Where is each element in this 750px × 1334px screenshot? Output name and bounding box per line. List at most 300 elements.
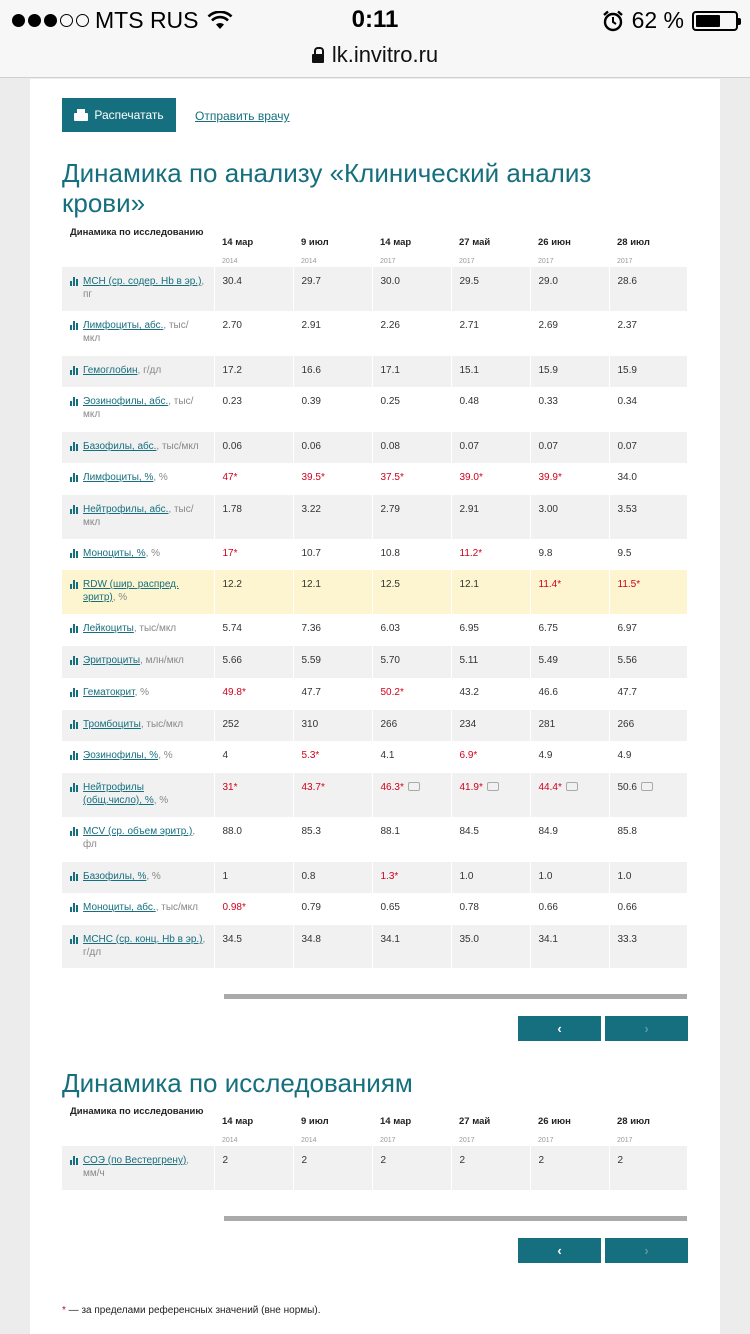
- value: 4.1: [380, 750, 395, 761]
- value-cell: [372, 539, 451, 570]
- value-cell: [451, 741, 530, 773]
- value-cell: [530, 925, 609, 968]
- table-row: [62, 925, 687, 968]
- value: 35.0: [459, 934, 479, 945]
- value-cell: [293, 817, 372, 862]
- value-cell: [372, 356, 451, 387]
- footnote-text: — за пределами референсных значений (вне нормы).: [65, 1305, 321, 1316]
- table-row: [62, 495, 687, 539]
- value: 34.1: [380, 934, 400, 945]
- value: 1: [222, 871, 229, 882]
- table-row: [62, 463, 687, 495]
- analyte-unit: , млн/мкл: [140, 655, 184, 666]
- value-cell: [609, 893, 687, 925]
- value: 2.91: [301, 320, 321, 331]
- value-cell: [530, 1146, 609, 1190]
- next-page-button[interactable]: ›: [605, 1016, 688, 1041]
- value: 17.1: [380, 365, 400, 376]
- value: 0.79: [301, 902, 321, 913]
- table-row: [62, 678, 687, 710]
- chart-icon[interactable]: [70, 903, 79, 912]
- value-cell: [214, 893, 293, 925]
- row-name-cell: [62, 925, 214, 968]
- table-row: [62, 311, 687, 356]
- analyte-link[interactable]: Эозинофилы, %: [83, 750, 159, 761]
- value: 6.97: [617, 623, 637, 634]
- value-cell: [451, 817, 530, 862]
- carrier-name: MTS RUS: [95, 7, 199, 33]
- value-out-of-range: 44.4*: [538, 782, 562, 793]
- value-cell: [293, 539, 372, 570]
- row-name-cell: [62, 387, 214, 432]
- analyte-link[interactable]: Эозинофилы, абс.: [83, 396, 169, 407]
- send-to-doctor-link[interactable]: Отправить врачу: [195, 109, 290, 123]
- value-out-of-range: 41.9*: [459, 782, 483, 793]
- value: 15.9: [617, 365, 637, 376]
- value-cell: [530, 356, 609, 387]
- print-button[interactable]: [62, 98, 176, 132]
- year-label: 2017: [380, 258, 396, 265]
- chart-icon[interactable]: [70, 751, 79, 760]
- value: 4.9: [538, 750, 553, 761]
- value-cell: [214, 925, 293, 968]
- value: 1.78: [222, 504, 242, 515]
- value-cell: [372, 432, 451, 463]
- analyte-link[interactable]: Моноциты, абс.: [83, 902, 156, 913]
- analyte-unit: , тыс/мкл: [156, 441, 199, 452]
- value-cell: [609, 432, 687, 463]
- table-row: [62, 267, 687, 311]
- chart-icon[interactable]: [70, 935, 79, 944]
- value-cell: [609, 710, 687, 741]
- value: 34.8: [301, 934, 321, 945]
- year-label: 2017: [459, 1137, 475, 1144]
- value-cell: [530, 741, 609, 773]
- value: 85.8: [617, 826, 637, 837]
- comment-icon[interactable]: [641, 782, 653, 791]
- section-title-analysis: Динамика по анализу «Клинический анализ крови»: [62, 158, 592, 218]
- date-column-header: [451, 1106, 530, 1146]
- value: 252: [222, 719, 240, 730]
- value: 16.6: [301, 365, 321, 376]
- year-label: 2017: [538, 258, 554, 265]
- value-cell: [214, 1146, 293, 1190]
- date-label: 14 мар: [222, 237, 254, 248]
- chart-icon[interactable]: [70, 549, 79, 558]
- value-cell: [293, 773, 372, 817]
- value: 234: [459, 719, 477, 730]
- prev-page-button[interactable]: ‹: [518, 1016, 601, 1041]
- value: 0.07: [617, 441, 637, 452]
- analyte-unit: , фл: [83, 826, 196, 850]
- value-cell: [372, 678, 451, 710]
- value-cell: [214, 495, 293, 539]
- analyte-unit: , %: [112, 592, 128, 603]
- value: 84.9: [538, 826, 558, 837]
- value-cell: [530, 893, 609, 925]
- table-row: [62, 893, 687, 925]
- analyte-link[interactable]: Гематокрит: [83, 687, 135, 698]
- value-cell: [372, 614, 451, 646]
- chart-icon[interactable]: [70, 580, 79, 589]
- value-out-of-range: 11.5*: [617, 579, 641, 590]
- value-cell: [372, 646, 451, 678]
- analyte-link[interactable]: СОЭ (по Вестергрену): [83, 1155, 187, 1166]
- horizontal-scrollbar-2[interactable]: [224, 1216, 687, 1221]
- row-name-cell: [62, 678, 214, 710]
- value-cell: [609, 773, 687, 817]
- value: 3.53: [617, 504, 637, 515]
- value-cell: [530, 387, 609, 432]
- chart-icon[interactable]: [70, 366, 79, 375]
- row-name-cell: [62, 495, 214, 539]
- row-name-cell: [62, 893, 214, 925]
- value: 34.1: [538, 934, 558, 945]
- value-out-of-range: 5.3*: [301, 750, 320, 761]
- header-label: Динамика по исследованию: [70, 1106, 204, 1117]
- value-cell: [530, 678, 609, 710]
- footnote-star: *: [62, 1305, 66, 1316]
- value-cell: [372, 463, 451, 495]
- value: 12.5: [380, 579, 400, 590]
- date-label: 14 мар: [380, 237, 412, 248]
- clock: 0:11: [351, 6, 399, 33]
- date-column-header: [293, 1106, 372, 1146]
- value-cell: [451, 614, 530, 646]
- value: 2.79: [380, 504, 400, 515]
- date-column-header: [214, 1106, 293, 1146]
- value: 0.78: [459, 902, 479, 913]
- row-name-cell: [62, 356, 214, 387]
- horizontal-scrollbar[interactable]: [224, 994, 687, 999]
- analyte-link[interactable]: Базофилы, абс.: [83, 441, 157, 452]
- value-cell: [214, 678, 293, 710]
- comment-icon[interactable]: [487, 782, 499, 791]
- date-column-header: [530, 227, 609, 267]
- header-label: Динамика по исследованию: [70, 227, 204, 238]
- value-cell: [214, 311, 293, 356]
- value-out-of-range: 46.3*: [380, 782, 404, 793]
- chart-icon[interactable]: [70, 624, 79, 633]
- value: 17.2: [222, 365, 242, 376]
- value: 2.69: [538, 320, 558, 331]
- value-cell: [214, 646, 293, 678]
- value-cell: [609, 741, 687, 773]
- value-cell: [451, 387, 530, 432]
- value: 0.25: [380, 396, 400, 407]
- table-row: [62, 862, 687, 893]
- analyte-unit: , тыс/мкл: [133, 623, 177, 634]
- value-cell: [609, 678, 687, 710]
- value-cell: [451, 678, 530, 710]
- value: 9.5: [617, 548, 632, 559]
- value: 1.0: [617, 871, 632, 882]
- year-label: 2014: [222, 258, 238, 265]
- prev-page-button-2[interactable]: ‹: [518, 1238, 601, 1263]
- analyte-link[interactable]: Лимфоциты, абс.: [83, 320, 164, 331]
- table-row: [62, 614, 687, 646]
- value-cell: [372, 1146, 451, 1190]
- analyte-unit: , тыс/мкл: [83, 396, 194, 420]
- value-cell: [293, 495, 372, 539]
- row-name-cell: [62, 463, 214, 495]
- value: 5.49: [538, 655, 558, 666]
- value-cell: [609, 925, 687, 968]
- value-cell: [609, 1146, 687, 1190]
- value-cell: [372, 893, 451, 925]
- value-cell: [451, 311, 530, 356]
- analyte-unit: , %: [158, 750, 173, 761]
- value-out-of-range: 31*: [222, 782, 238, 793]
- row-name-cell: [62, 817, 214, 862]
- analyte-link[interactable]: Тромбоциты: [83, 719, 141, 730]
- value: 9.8: [538, 548, 553, 559]
- value-cell: [530, 646, 609, 678]
- value: 0.07: [459, 441, 479, 452]
- chart-icon[interactable]: [70, 505, 79, 514]
- value-out-of-range: 39.9*: [538, 472, 562, 483]
- analyte-unit: , тыс/мкл: [140, 719, 184, 730]
- address-bar[interactable]: [0, 40, 750, 78]
- value-cell: [372, 311, 451, 356]
- value-out-of-range: 0.98*: [222, 902, 246, 913]
- table-row: [62, 773, 687, 817]
- value-cell: [293, 862, 372, 893]
- value: 5.70: [380, 655, 400, 666]
- value: 2: [538, 1155, 545, 1166]
- value: 28.6: [617, 276, 637, 287]
- analyte-unit: , г/дл: [137, 365, 162, 376]
- status-bar: [0, 0, 750, 40]
- table-row: [62, 570, 687, 614]
- analyte-unit: , тыс/мкл: [83, 504, 194, 528]
- row-name-cell: [62, 614, 214, 646]
- value-cell: [214, 463, 293, 495]
- alarm-icon: [602, 10, 624, 32]
- value-out-of-range: 39.0*: [459, 472, 483, 483]
- value-cell: [214, 432, 293, 463]
- analyte-link[interactable]: MCV (ср. объем эритр.): [83, 826, 193, 837]
- value-cell: [214, 570, 293, 614]
- table-row: [62, 817, 687, 862]
- value: 5.66: [222, 655, 242, 666]
- value-cell: [451, 356, 530, 387]
- value: 0.06: [301, 441, 321, 452]
- analyte-link[interactable]: Базофилы, %: [83, 871, 147, 882]
- value-cell: [293, 614, 372, 646]
- analyte-link[interactable]: MCHC (ср. конц. Hb в эр.): [83, 934, 203, 945]
- next-page-button-2[interactable]: ›: [605, 1238, 688, 1263]
- value-cell: [609, 463, 687, 495]
- analyte-unit: , %: [146, 871, 161, 882]
- analyte-unit: , %: [153, 795, 169, 806]
- value: 0.08: [380, 441, 400, 452]
- comment-icon[interactable]: [408, 782, 420, 791]
- value-cell: [530, 463, 609, 495]
- value-cell: [293, 463, 372, 495]
- value: 1.0: [459, 871, 474, 882]
- table-row: [62, 539, 687, 570]
- chart-icon[interactable]: [70, 656, 79, 665]
- value-cell: [293, 925, 372, 968]
- analyte-link[interactable]: MCH (ср. содер. Hb в эр.): [83, 276, 202, 287]
- value: 2: [301, 1155, 308, 1166]
- value-cell: [372, 741, 451, 773]
- analyte-link[interactable]: Лейкоциты: [83, 623, 134, 634]
- value: 0.65: [380, 902, 400, 913]
- analyte-link[interactable]: Нейтрофилы (общ.число), %: [83, 782, 154, 806]
- value: 0.33: [538, 396, 558, 407]
- analyte-link[interactable]: RDW (шир. распред. эритр): [83, 579, 179, 603]
- chart-icon[interactable]: [70, 720, 79, 729]
- value: 84.5: [459, 826, 479, 837]
- date-label: 14 мар: [380, 1116, 412, 1127]
- value-cell: [214, 862, 293, 893]
- value-cell: [530, 862, 609, 893]
- date-label: 14 мар: [222, 1116, 254, 1127]
- value-out-of-range: 39.5*: [301, 472, 325, 483]
- value-cell: [293, 1146, 372, 1190]
- value: 29.5: [459, 276, 479, 287]
- row-name-cell: [62, 710, 214, 741]
- value-cell: [293, 432, 372, 463]
- value-cell: [609, 387, 687, 432]
- studies-table: [62, 1106, 687, 1190]
- value-cell: [530, 311, 609, 356]
- value-cell: [451, 463, 530, 495]
- row-name-cell: [62, 432, 214, 463]
- value: 5.56: [617, 655, 637, 666]
- analyte-link[interactable]: Моноциты, %: [83, 548, 146, 559]
- analyte-unit: , %: [134, 687, 150, 698]
- date-label: 9 июл: [301, 1116, 329, 1127]
- value-out-of-range: 11.4*: [538, 579, 562, 590]
- value-cell: [293, 741, 372, 773]
- row-name-cell: [62, 862, 214, 893]
- value-cell: [530, 495, 609, 539]
- year-label: 2014: [222, 1137, 238, 1144]
- year-label: 2014: [301, 1137, 317, 1144]
- chart-icon[interactable]: [70, 397, 79, 406]
- value-cell: [293, 710, 372, 741]
- analyte-link[interactable]: Лимфоциты, %: [83, 472, 154, 483]
- analyte-link[interactable]: Эритроциты: [83, 655, 141, 666]
- value-cell: [609, 356, 687, 387]
- year-label: 2017: [617, 1137, 633, 1144]
- chart-icon[interactable]: [70, 783, 79, 792]
- date-column-header: [451, 227, 530, 267]
- date-label: 26 июн: [538, 1116, 571, 1127]
- date-column-header: [214, 227, 293, 267]
- row-name-cell: [62, 646, 214, 678]
- date-label: 26 июн: [538, 237, 571, 248]
- chart-icon[interactable]: [70, 1156, 79, 1165]
- chart-icon[interactable]: [70, 827, 79, 836]
- value: 6.95: [459, 623, 479, 634]
- chart-icon[interactable]: [70, 473, 79, 482]
- value-cell: [451, 893, 530, 925]
- footnote: [62, 1305, 320, 1316]
- chart-icon[interactable]: [70, 872, 79, 881]
- date-column-header: [372, 1106, 451, 1146]
- value-cell: [372, 710, 451, 741]
- value-cell: [609, 539, 687, 570]
- value: 6.75: [538, 623, 558, 634]
- value: 4: [222, 750, 229, 761]
- value-cell: [609, 267, 687, 311]
- value-cell: [609, 311, 687, 356]
- analyte-unit: , тыс/мкл: [155, 902, 198, 913]
- header-row: [62, 227, 687, 267]
- value-cell: [451, 925, 530, 968]
- value: 88.1: [380, 826, 400, 837]
- value-cell: [214, 817, 293, 862]
- row-name-cell: [62, 773, 214, 817]
- value: 2: [380, 1155, 387, 1166]
- value-cell: [372, 495, 451, 539]
- value: 33.3: [617, 934, 637, 945]
- analyte-unit: , г/дл: [83, 934, 206, 958]
- value-cell: [451, 1146, 530, 1190]
- chart-icon[interactable]: [70, 277, 79, 286]
- value: 6.03: [380, 623, 400, 634]
- value: 5.74: [222, 623, 242, 634]
- date-label: 28 июл: [617, 237, 650, 248]
- value-cell: [214, 710, 293, 741]
- analyte-link[interactable]: Нейтрофилы, абс.: [83, 504, 169, 515]
- value-cell: [214, 741, 293, 773]
- value: 3.22: [301, 504, 321, 515]
- value-cell: [214, 614, 293, 646]
- table-row: [62, 356, 687, 387]
- value-cell: [451, 432, 530, 463]
- value: 0.8: [301, 871, 316, 882]
- pager-2: [518, 1238, 688, 1263]
- value-cell: [293, 356, 372, 387]
- value: 0.23: [222, 396, 242, 407]
- analyte-link[interactable]: Гемоглобин: [83, 365, 138, 376]
- value: 266: [380, 719, 398, 730]
- value-cell: [214, 356, 293, 387]
- analyte-unit: , мм/ч: [83, 1155, 190, 1179]
- printer-icon: [74, 109, 88, 121]
- value: 0.66: [617, 902, 637, 913]
- value: 30.0: [380, 276, 400, 287]
- value: 30.4: [222, 276, 242, 287]
- value: 88.0: [222, 826, 242, 837]
- value: 12.1: [459, 579, 479, 590]
- value: 2.37: [617, 320, 637, 331]
- year-label: 2014: [301, 258, 317, 265]
- analyte-unit: , тыс/мкл: [83, 320, 189, 344]
- value-cell: [609, 614, 687, 646]
- value-cell: [293, 678, 372, 710]
- value-cell: [451, 862, 530, 893]
- comment-icon[interactable]: [566, 782, 578, 791]
- value-cell: [609, 817, 687, 862]
- value: 29.0: [538, 276, 558, 287]
- chart-icon[interactable]: [70, 321, 79, 330]
- value-out-of-range: 6.9*: [459, 750, 478, 761]
- chart-icon[interactable]: [70, 688, 79, 697]
- value-cell: [530, 710, 609, 741]
- value-cell: [372, 817, 451, 862]
- chart-icon[interactable]: [70, 442, 79, 451]
- value: 85.3: [301, 826, 321, 837]
- value-out-of-range: 43.7*: [301, 782, 325, 793]
- value: 1.0: [538, 871, 553, 882]
- table-row: [62, 432, 687, 463]
